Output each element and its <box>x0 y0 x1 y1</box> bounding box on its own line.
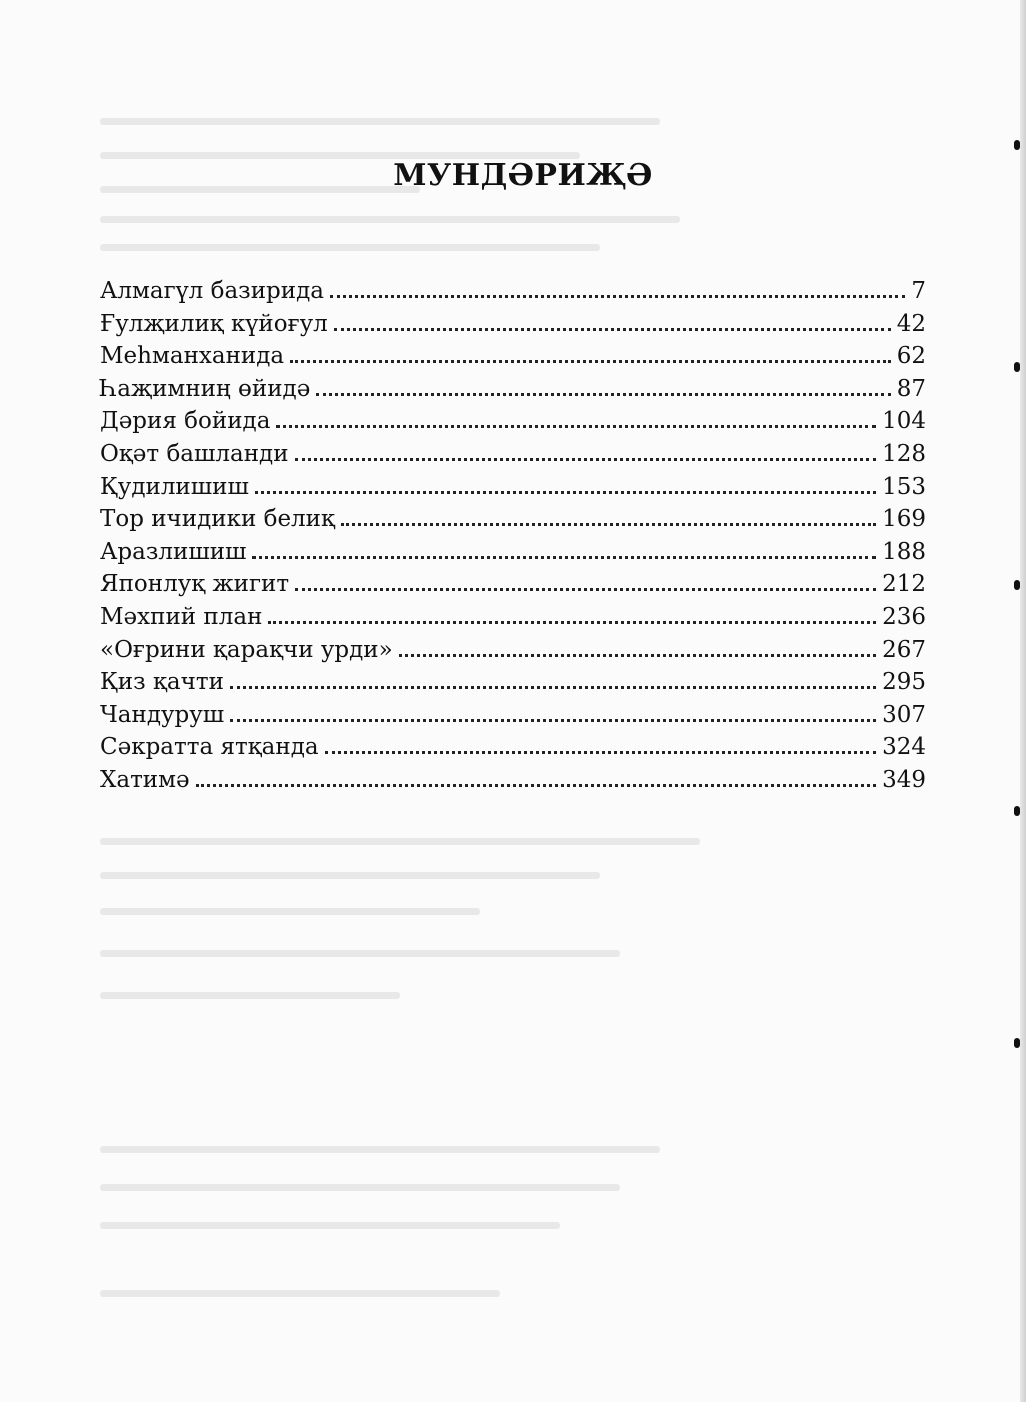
show-through-line <box>100 992 400 999</box>
toc-entry-title: Мәхпий план <box>100 603 263 630</box>
toc-entry-page-number: 62 <box>896 343 926 370</box>
toc-entry-title: Дәрия бойида <box>100 408 271 435</box>
toc-heading: МУНДӘРИҖӘ <box>393 158 653 194</box>
show-through-line <box>100 950 620 957</box>
binding-mark <box>1014 362 1020 372</box>
toc-entry-page-number: 324 <box>882 734 926 761</box>
table-of-contents <box>100 275 926 797</box>
toc-entry-title: Хатимә <box>100 766 190 793</box>
toc-entry <box>100 275 926 308</box>
toc-entry-page-number: 42 <box>896 310 926 337</box>
show-through-line <box>100 1184 620 1191</box>
toc-entry-title: Алмагүл базирида <box>100 278 324 304</box>
toc-entry-title: Қудилишиш <box>100 473 249 500</box>
toc-entry <box>100 405 926 438</box>
toc-entry-page-number: 188 <box>882 538 926 565</box>
toc-entry-title: Қиз қачти <box>100 669 224 696</box>
show-through-line <box>100 1222 560 1229</box>
dot-leader <box>325 751 877 754</box>
toc-entry-title: Ғулҗилиқ күйоғул <box>100 310 328 337</box>
binding-mark <box>1014 1038 1020 1048</box>
dot-leader <box>255 491 876 494</box>
toc-entry-title: «Оғрини қарақчи урди» <box>100 636 393 663</box>
show-through-line <box>100 216 680 223</box>
toc-entry-page-number: 349 <box>882 766 926 793</box>
dot-leader <box>334 328 891 331</box>
dot-leader <box>399 654 876 657</box>
toc-entry <box>100 764 926 797</box>
toc-entry <box>100 634 926 667</box>
toc-entry-title: Тор ичидики белиқ <box>100 506 335 533</box>
toc-entry-page-number: 212 <box>882 571 926 598</box>
show-through-line <box>100 118 660 125</box>
toc-entry-title: Аразлишиш <box>100 538 247 565</box>
dot-leader <box>252 556 876 559</box>
toc-entry-page-number: 7 <box>911 278 926 304</box>
toc-entry-title: Сәкратта ятқанда <box>100 734 319 761</box>
toc-entry-page-number: 236 <box>882 603 926 630</box>
toc-entry-page-number: 128 <box>882 440 926 467</box>
toc-entry <box>100 699 926 732</box>
dot-leader <box>295 458 877 461</box>
toc-entry <box>100 666 926 699</box>
toc-entry-page-number: 87 <box>896 375 926 402</box>
toc-entry-page-number: 295 <box>882 669 926 696</box>
toc-entry <box>100 536 926 569</box>
toc-entry-title: Чандуруш <box>100 701 225 728</box>
toc-entry-page-number: 104 <box>882 408 926 435</box>
toc-entry-title: Һаҗимниң өйидә <box>100 375 311 402</box>
dot-leader <box>196 784 876 787</box>
binding-mark <box>1014 806 1020 816</box>
binding-mark <box>1014 580 1020 590</box>
toc-entry-page-number: 267 <box>882 636 926 663</box>
dot-leader <box>316 393 890 396</box>
dot-leader <box>290 360 891 363</box>
toc-entry <box>100 731 926 764</box>
toc-entry <box>100 568 926 601</box>
show-through-line <box>100 1290 500 1297</box>
toc-entry <box>100 601 926 634</box>
dot-leader <box>230 686 876 689</box>
dot-leader <box>330 295 905 298</box>
toc-entry-title: Японлуқ жигит <box>100 571 290 598</box>
toc-entry <box>100 438 926 471</box>
show-through-line <box>100 908 480 915</box>
dot-leader <box>268 621 876 624</box>
page-edge-shadow <box>1020 0 1026 1402</box>
toc-entry <box>100 308 926 341</box>
show-through-line <box>100 1146 660 1153</box>
toc-entry-page-number: 153 <box>882 473 926 500</box>
toc-entry <box>100 373 926 406</box>
dot-leader <box>295 588 876 591</box>
show-through-line <box>100 872 600 879</box>
toc-entry-title: Оқәт башланди <box>100 440 289 467</box>
toc-entry <box>100 471 926 504</box>
show-through-line <box>100 244 600 251</box>
dot-leader <box>276 425 876 428</box>
toc-entry-page-number: 307 <box>882 701 926 728</box>
dot-leader <box>341 523 876 526</box>
show-through-line <box>100 838 700 845</box>
toc-entry <box>100 503 926 536</box>
toc-entry-title: Меһманханида <box>100 343 285 370</box>
toc-entry <box>100 340 926 373</box>
binding-mark <box>1014 140 1020 150</box>
dot-leader <box>230 719 876 722</box>
toc-entry-page-number: 169 <box>882 506 926 533</box>
